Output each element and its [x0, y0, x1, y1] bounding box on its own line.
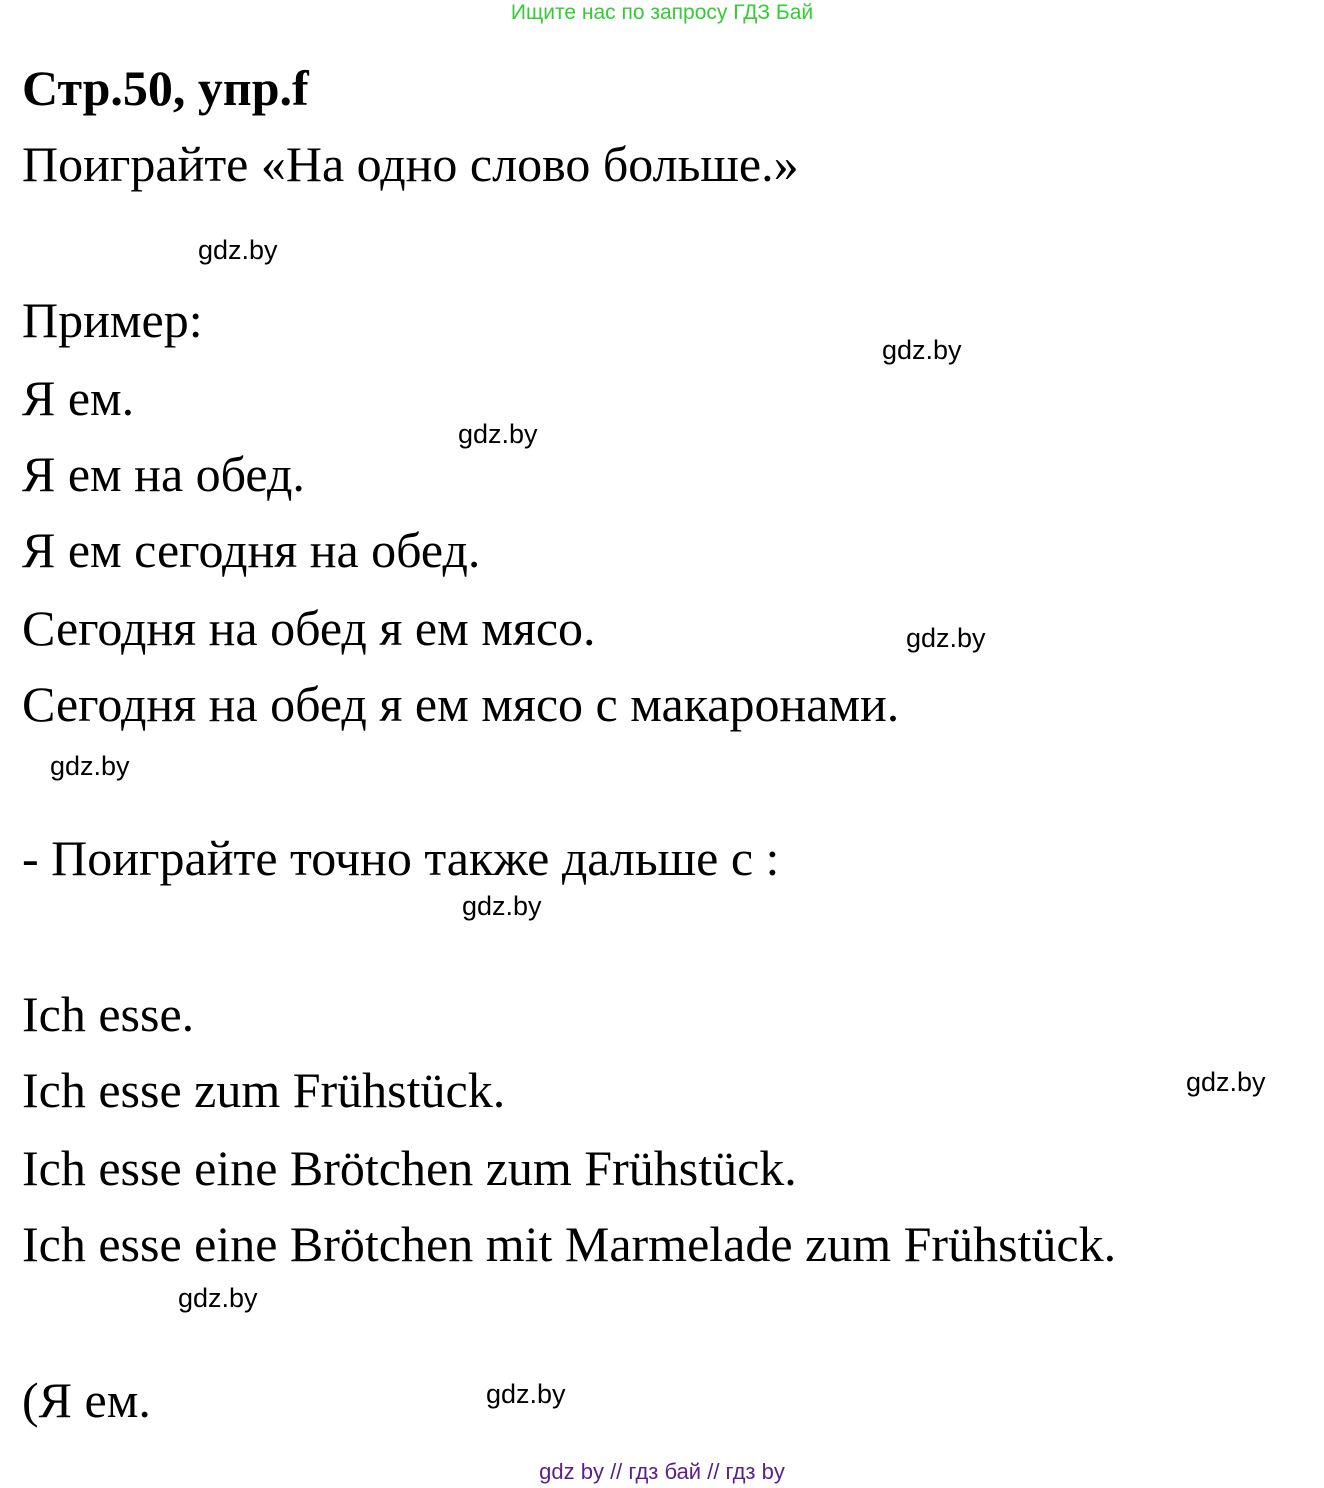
example-line: Я ем на обед.	[22, 446, 305, 502]
german-line: Ich esse zum Frühstück.	[22, 1062, 506, 1118]
example-line: Я ем.	[22, 370, 135, 426]
watermark: gdz.by	[882, 335, 962, 365]
german-line: Ich esse.	[22, 986, 195, 1042]
watermark: gdz.by	[198, 235, 278, 265]
watermark: gdz.by	[1186, 1067, 1266, 1097]
watermark: gdz.by	[486, 1379, 566, 1409]
german-line: Ich esse eine Brötchen zum Frühstück.	[22, 1140, 797, 1196]
top-banner: Ищите нас по запросу ГДЗ Бай	[510, 1, 814, 24]
page-title: Стр.50, упр.f	[22, 60, 309, 116]
example-line: Сегодня на обед я ем мясо с макаронами.	[22, 676, 900, 732]
continue-instruction: - Поиграйте точно также дальше с :	[22, 830, 780, 886]
translation-line: (Я ем.	[22, 1372, 151, 1428]
watermark: gdz.by	[906, 623, 986, 653]
german-line: Ich esse eine Brötchen mit Marmelade zum Frühstück.	[22, 1216, 1117, 1272]
example-label: Пример:	[22, 292, 203, 348]
watermark: gdz.by	[178, 1283, 258, 1313]
task-instruction: Поиграйте «На одно слово больше.»	[22, 136, 799, 192]
example-line: Я ем сегодня на обед.	[22, 522, 481, 578]
footer-links: gdz by // гдз бай // гдз by	[539, 1459, 785, 1484]
example-line: Сегодня на обед я ем мясо.	[22, 600, 596, 656]
watermark: gdz.by	[50, 751, 130, 781]
watermark: gdz.by	[458, 419, 538, 449]
watermark: gdz.by	[462, 891, 542, 921]
